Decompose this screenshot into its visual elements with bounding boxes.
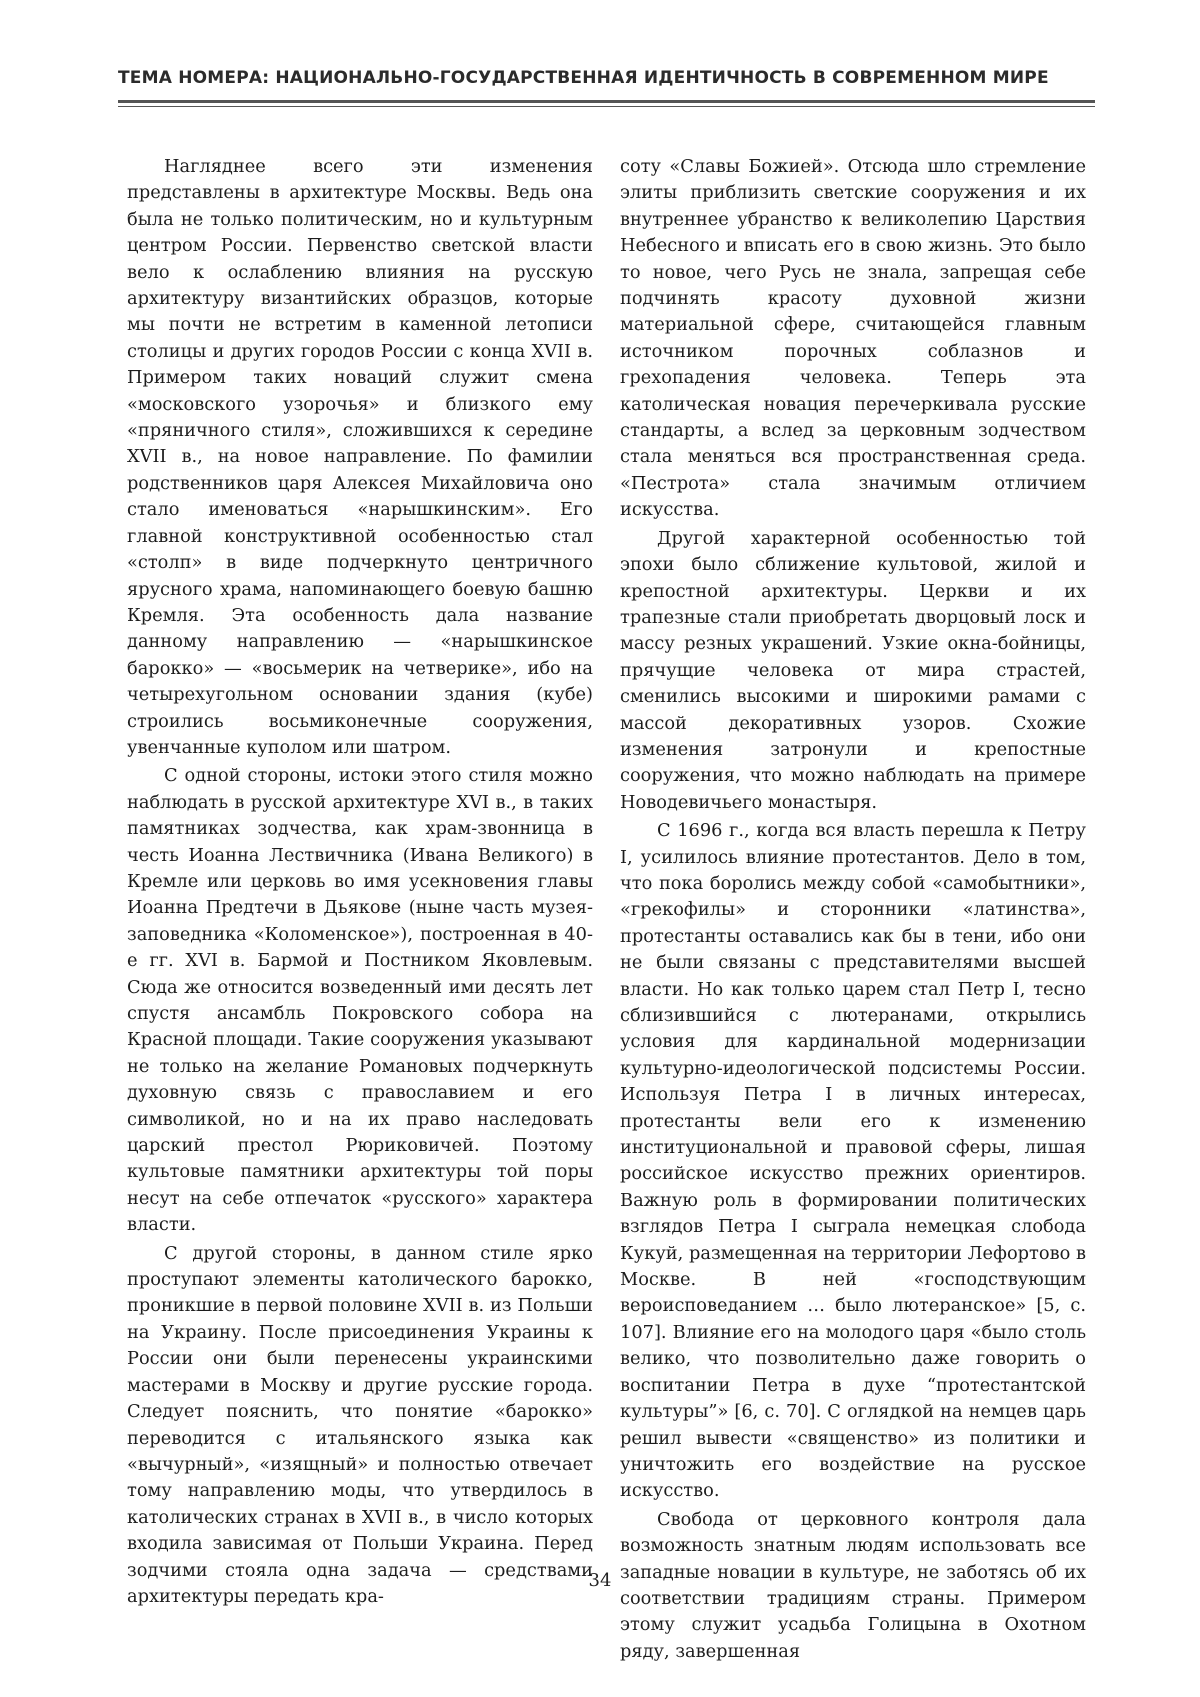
header-rule-thick: [118, 100, 1095, 103]
paragraph: соту «Славы Божией». Отсюда шло стремление элиты приблизить светские сооружения и их внутреннее убранство к великолепию Царствия Небесного и вписать его в свою жизнь. Это было то новое, чего Русь не знала, запрещая себе подчинять красоту духовной жизни материальной сфере, считающейся главным источником порочных соблазнов и грехопадения человека. Теперь эта католическая новация перечеркивала русские стандарты, а вслед за церковным зодчеством стала меняться вся пространственная среда. «Пестрота» стала значимым отличием искусства.: [620, 156, 1086, 521]
paragraph: Свобода от церковного контроля дала возможность знатным людям использовать все западные новации в культуре, не заботясь об их соответствии традициям страны. Примером этому служит усадьба Голицына в Охотном ряду, завершенная: [620, 1508, 1086, 1662]
paragraph: Нагляднее всего эти изменения представлены в архитектуре Москвы. Ведь она была не только политическим, но и культурным центром России. Первенство светской власти вело к ослаблению влияния на русскую архитектуру византийских образцов, которые мы почти не встретим в каменной летописи столицы и других городов России с конца XVII в. Примером таких новаций служит смена «московского узорочья» и близкого ему «пряничного стиля», сложившихся к середине XVII в., на новое направление. По фамилии родственников царя Алексея Михайловича оно стало именоваться «нарышкинским». Его главной конструктивной особенностью стал «столп» в виде подчеркнуто центричного ярусного храма, напоминающего боевую башню Кремля. Эта особенность дала название данному направлению — «нарышкинское барокко» — «восьмерик на четверике», ибо на четырехугольном основании здания (кубе) строились восьмиконечные сооружения, увенчанные куполом или шатром.: [127, 156, 593, 758]
header-rule-thin: [118, 106, 1095, 107]
left-column: [127, 154, 593, 1610]
running-header: ТЕМА НОМЕРА: НАЦИОНАЛЬНО-ГОСУДАРСТВЕННАЯ ИДЕНТИЧНОСТЬ В СОВРЕМЕННОМ МИРЕ: [118, 68, 1049, 88]
right-column: [620, 154, 1086, 1665]
paragraph: С 1696 г., когда вся власть перешла к Петру I, усилилось влияние протестантов. Дело в том, что пока боролись между собой «самобытники», «грекофилы» и сторонники «латинства», протестанты оставались как бы в тени, ибо они не были связаны с представителями высшей власти. Но как только царем стал Петр I, тесно сблизившийся с лютеранами, открылись условия для кардинальной модернизации культурно-идеологической подсистемы России. Используя Петра I в личных интересах, протестанты вели его к изменению институциональной и правовой сферы, лишая российское искусство прежних ориентиров. Важную роль в формировании политических взглядов Петра I сыграла немецкая слобода Кукуй, размещенная на территории Лефортово в Москве. В ней «господствующим вероисповеданием … было лютеранское» [5, с. 107]. Влияние его на молодого царя «было столь велико, что позволительно даже говорить о воспитании Петра в духе “протестантской культуры”» [6, с. 70]. С оглядкой на немцев царь решил вывести «священство» из политики и уничтожить его воздействие на русское искусство.: [620, 820, 1086, 1502]
paragraph: С одной стороны, истоки этого стиля можно наблюдать в русской архитектуре XVI в., в таких памятниках зодчества, как храм-звонница в честь Иоанна Лествичника (Ивана Великого) в Кремле или церковь во имя усекновения главы Иоанна Предтечи в Дьякове (ныне часть музея-заповедника «Коломенское»), построенная в 40-е гг. XVI в. Бармой и Постником Яковлевым. Сюда же относится возведенный ими десять лет спустя ансамбль Покровского собора на Красной площади. Такие сооружения указывают не только на желание Романовых подчеркнуть духовную связь с православием и его символикой, но и на их право наследовать царский престол Рюриковичей. Поэтому культовые памятники архитектуры той поры несут на себе отпечаток «русского» характера власти.: [127, 765, 593, 1236]
paragraph: С другой стороны, в данном стиле ярко проступают элементы католического барокко, проникшие в первой половине XVII в. из Польши на Украину. После присоединения Украины к России они были перенесены украинскими мастерами в Москву и другие русские города. Следует пояснить, что понятие «барокко» переводится с итальянского языка как «вычурный», «изящный» и полностью отвечает тому направлению моды, что утвердилось в католических странах в XVII в., в число которых входила зависимая от Польши Украина. Перед зодчими стояла одна задача — средствами архитектуры передать кра-: [127, 1242, 593, 1607]
page-number: 34: [588, 1570, 612, 1591]
paragraph: Другой характерной особенностью той эпохи было сближение культовой, жилой и крепостной архитектуры. Церкви и их трапезные стали приобретать дворцовый лоск и массу резных украшений. Узкие окна-бойницы, прячущие человека от мира страстей, сменились высокими и широкими рамами с массой декоративных узоров. Схожие изменения затронули и крепостные сооружения, что можно наблюдать на примере Новодевичьего монастыря.: [620, 527, 1086, 813]
